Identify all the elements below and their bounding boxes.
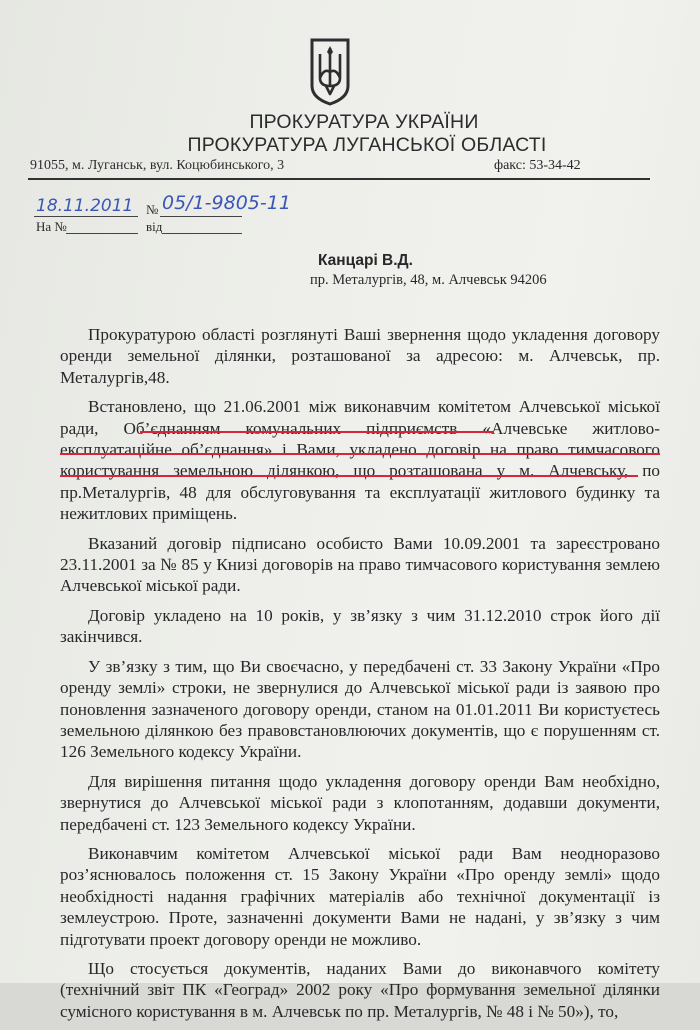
org-line-1: ПРОКУРАТУРА УКРАЇНИ	[249, 111, 479, 133]
reply-label: На №	[36, 219, 67, 234]
handwritten-date: 18.11.2011	[36, 196, 134, 216]
number-underline	[160, 216, 242, 217]
paragraph: Для вирішення питання щодо укладення договору оренди Вам необхідно, звернутися до Алчевської міської ради з клопотанням, додавши документи, передбачені ст. 123 Земельного кодексу України.	[60, 771, 660, 834]
reply-underline	[66, 233, 138, 234]
date-underline	[34, 216, 138, 217]
paragraph: Вказаний договір підписано особисто Вами 10.09.2001 та зареєстровано 23.11.2001 за № 85 у Книзі договорів на право тимчасового користування землею Алчевської міської ради.	[60, 533, 660, 596]
number-prefix: №	[146, 202, 159, 217]
org-address: 91055, м. Луганськ, вул. Коцюбинського, 3	[30, 158, 285, 173]
recipient-address: пр. Металургів, 48, м. Алчевськ 94206	[310, 272, 547, 288]
reply-from-underline	[162, 233, 242, 234]
trident-icon	[308, 38, 352, 106]
paragraph: У зв’язку з тим, що Ви своєчасно, у передбачені ст. 33 Закону України «Про оренду землі» строки, не звернулися до Алчевської міської ради із заявою про поновлення зазначеного договору оренди, станом на 01.01.2011 Ви користуєтесь земельною ділянкою без правовстановлюючих документів, що є порушенням ст. 126 Земельного кодексу України.	[60, 656, 660, 762]
highlight-underline	[140, 431, 494, 433]
paragraph: Що стосується документів, наданих Вами до виконавчого комітету (технічний звіт ПК «Геоград» 2002 року «Про формування земельної ділянки сумісного користування в м. Алчевськ по пр. Металургів, № 48 і № 50»), то,	[60, 958, 660, 1021]
handwritten-number: 05/1-9805-11	[162, 192, 291, 214]
org-line-2: ПРОКУРАТУРА ЛУГАНСЬКОЇ ОБЛАСТІ	[187, 134, 547, 156]
letter-body	[60, 324, 660, 1030]
highlight-underline	[60, 475, 638, 477]
org-fax: факс: 53-34-42	[494, 158, 581, 173]
header-divider	[28, 178, 650, 180]
paragraph: Виконавчим комітетом Алчевської міської ради Вам неодноразово роз’яснювалось положення ст. 15 Закону України «Про оренду землі» щодо необхідності надання графічних матеріалів або технічної документації із землеустрою. Проте, зазначенні документи Вами не надані, у зв’язку з чим підготувати проект договору оренди не можливо.	[60, 843, 660, 949]
paragraph: Прокуратурою області розглянуті Ваші звернення щодо укладення договору оренди земельної ділянки, розташованої за адресою: м. Алчевськ, пр. Металургів,48.	[60, 325, 660, 387]
paragraph: Договір укладено на 10 років, у зв’язку з чим 31.12.2010 строк його дії закінчився.	[60, 605, 660, 647]
reply-from-label: від	[146, 219, 163, 234]
paragraph: Встановлено, що 21.06.2001 між виконавчим комітетом Алчевської міської ради, Об’єднанням комунальних підприємств «Алчевське житлово-експлуатаційне об’єднання» і Вами, укладено договір на право тимчасового користування земельною ділянкою, що розташована у м. Алчевську, по пр.Металургів, 48 для обслуговування та експлуатації житлового будинку та нежитлових приміщень.	[60, 397, 660, 524]
recipient-name: Канцарі В.Д.	[318, 252, 413, 269]
highlight-underline	[60, 453, 660, 455]
